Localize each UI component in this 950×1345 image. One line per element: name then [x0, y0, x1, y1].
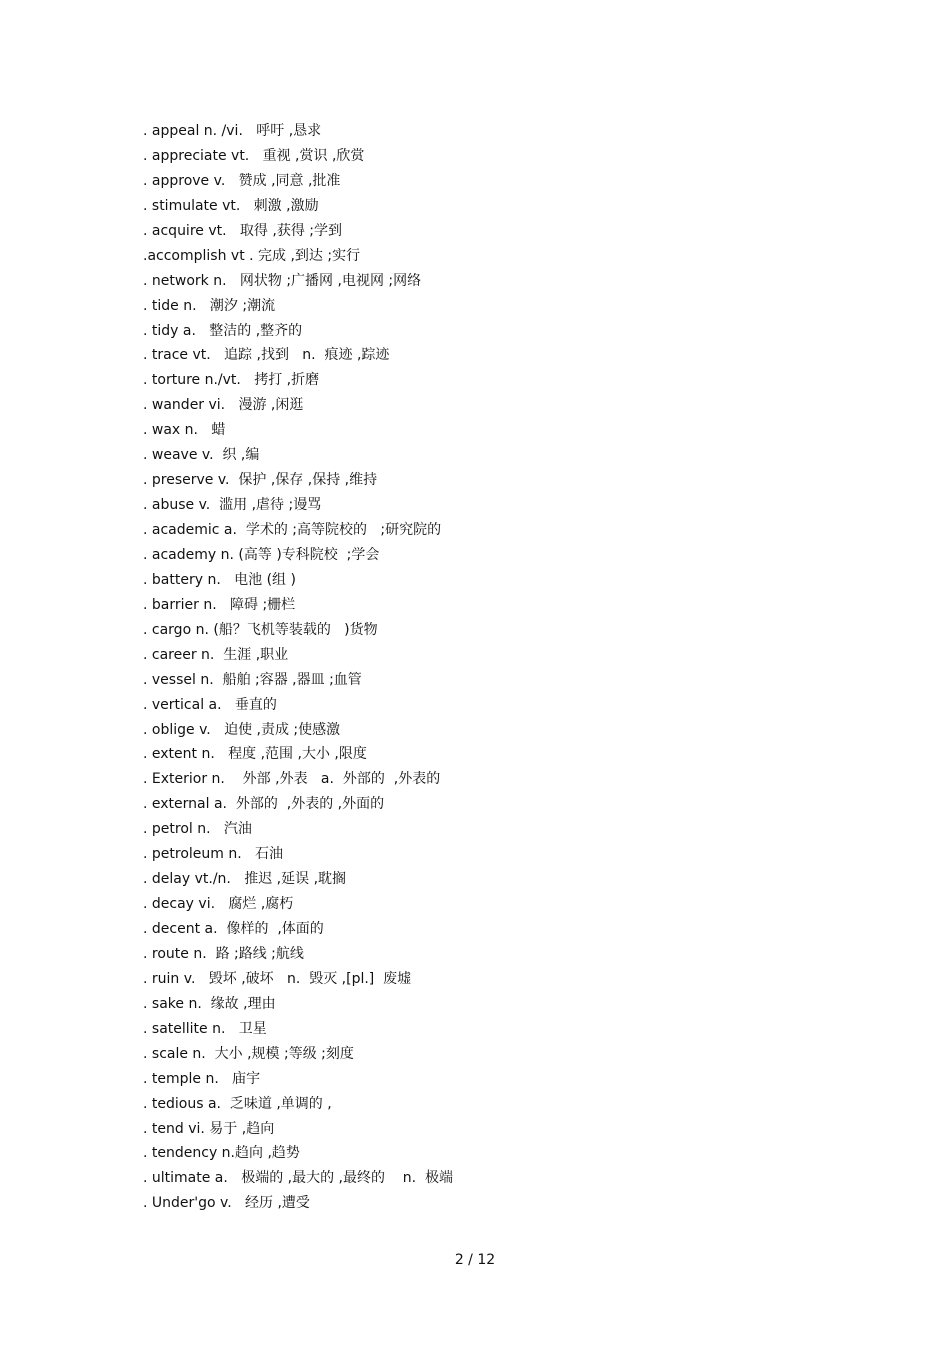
vocab-entry: . stimulate vt. 刺激 ,激励 [143, 197, 319, 214]
vocab-entry: . appreciate vt. 重视 ,赏识 ,欣赏 [143, 147, 365, 164]
vocab-entry: . scale n. 大小 ,规模 ;等级 ;刻度 [143, 1045, 354, 1062]
vocab-entry: . approve v. 赞成 ,同意 ,批准 [143, 172, 341, 189]
vocab-entry: . decay vi. 腐烂 ,腐朽 [143, 896, 294, 913]
vocab-entry: . tide n. 潮汐 ;潮流 [143, 297, 276, 314]
vocab-entry: . appeal n. /vi. 呼吁 ,恳求 [143, 123, 322, 139]
vocab-entry: . petroleum n. 石油 [143, 846, 284, 863]
vocab-entry: .accomplish vt . 完成 ,到达 ;实行 [143, 247, 361, 264]
vocab-entry: . sake n. 缘故 ,理由 [143, 995, 276, 1012]
vocab-entry: . decent a. 像样的 ,体面的 [143, 921, 324, 937]
vocab-entry: . wander vi. 漫游 ,闲逛 [143, 397, 304, 414]
vocab-entry: . weave v. 织 ,编 [143, 447, 260, 464]
vocab-entry: . tend vi. 易于 ,趋向 [143, 1120, 275, 1137]
vocab-entry: . tedious a. 乏味道 ,单调的 , [143, 1095, 332, 1112]
vocab-entry: . academic a. 学术的 ;高等院校的 ;研究院的 [143, 522, 442, 538]
vocab-entry: . petrol n. 汽油 [143, 821, 252, 838]
vocab-entry: . route n. 路 ;路线 ;航线 [143, 945, 304, 962]
vocab-entry: . external a. 外部的 ,外表的 ,外面的 [143, 796, 385, 813]
vocab-entry: . barrier n. 障碍 ;栅栏 [143, 596, 296, 613]
vocab-entry: . delay vt./n. 推迟 ,延误 ,耽搁 [143, 871, 347, 888]
vocab-entry: . tendency n.趋向 ,趋势 [143, 1145, 300, 1162]
vocab-entry: . vertical a. 垂直的 [143, 696, 277, 713]
vocab-entry: . ruin v. 毁坏 ,破坏 n. 毁灭 ,[pl.] 废墟 [143, 970, 412, 987]
vocab-entry: . vessel n. 船舶 ;容器 ,器皿 ;血管 [143, 671, 362, 688]
vocab-entry: . oblige v. 迫使 ,责成 ;使感激 [143, 721, 341, 738]
page-number: 2 / 12 [454, 1252, 496, 1268]
vocabulary-list [143, 119, 453, 1216]
vocab-entry: . academy n. (高等 )专科院校 ;学会 [143, 546, 380, 563]
vocab-entry: . Exterior n. 外部 ,外表 a. 外部的 ,外表的 [143, 771, 441, 788]
vocab-entry: . career n. 生涯 ,职业 [143, 646, 289, 663]
vocab-entry: . abuse v. 滥用 ,虐待 ;谩骂 [143, 497, 322, 514]
vocab-entry: . satellite n. 卫星 [143, 1020, 267, 1037]
vocab-entry: . ultimate a. 极端的 ,最大的 ,最终的 n. 极端 [143, 1170, 454, 1187]
vocab-entry: . cargo n. (船？飞机等装载的 )货物 [143, 621, 378, 638]
vocab-entry: . Under'go v. 经历 ,遭受 [143, 1195, 310, 1212]
vocab-entry: . torture n./vt. 拷打 ,折磨 [143, 372, 320, 389]
vocab-entry: . wax n. 蜡 [143, 422, 226, 439]
vocab-entry: . network n. 网状物 ;广播网 ,电视网 ;网络 [143, 272, 422, 289]
vocab-entry: . acquire vt. 取得 ,获得 ;学到 [143, 222, 342, 239]
vocab-entry: . trace vt. 追踪 ,找到 n. 痕迹 ,踪迹 [143, 347, 390, 364]
vocab-entry: . battery n. 电池 (组 ) [143, 571, 296, 588]
vocab-entry: . preserve v. 保护 ,保存 ,保持 ,维持 [143, 472, 378, 489]
vocab-entry: . tidy a. 整洁的 ,整齐的 [143, 322, 303, 339]
vocab-entry: . extent n. 程度 ,范围 ,大小 ,限度 [143, 746, 367, 763]
vocab-entry: . temple n. 庙宇 [143, 1070, 261, 1087]
